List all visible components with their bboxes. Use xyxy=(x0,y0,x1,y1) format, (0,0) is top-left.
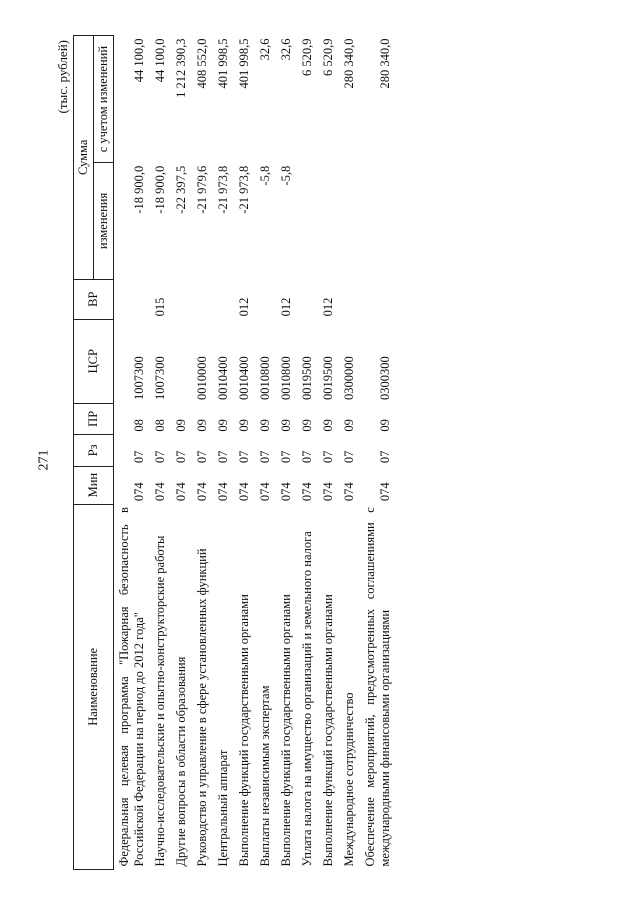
row-total: 408 552,0 xyxy=(195,38,209,89)
row-total: 401 998,5 xyxy=(237,38,251,89)
row-changes: -18 900,0 xyxy=(132,165,146,214)
row-changes: -21 973,8 xyxy=(237,165,251,214)
row-changes xyxy=(318,163,339,279)
row-total: 32,6 xyxy=(258,38,272,61)
row-csr: 0010800 xyxy=(258,356,272,401)
row-changes: -18 900,0 xyxy=(153,165,167,214)
row-csr: 0300000 xyxy=(342,356,356,401)
row-rz: 07 xyxy=(378,450,392,464)
row-min: 074 xyxy=(216,482,230,502)
table-row xyxy=(114,36,151,870)
row-vr xyxy=(114,279,151,319)
row-changes xyxy=(297,163,318,279)
row-csr: 0010400 xyxy=(216,356,230,401)
row-rz: 07 xyxy=(153,450,167,464)
table-row xyxy=(276,36,297,870)
row-rz: 07 xyxy=(279,450,293,464)
row-rz: 07 xyxy=(216,450,230,464)
row-min: 074 xyxy=(132,482,146,502)
header-min: Мин xyxy=(74,466,114,504)
row-min: 074 xyxy=(153,482,167,502)
row-changes: -22 397,5 xyxy=(174,165,188,214)
row-vr xyxy=(297,279,318,319)
row-min: 074 xyxy=(342,482,356,502)
row-name: Уплата налога на имущество организаций и земельного налога xyxy=(300,531,314,867)
header-changes: изменения xyxy=(94,163,114,279)
row-name: Выполнение функций государственными органами xyxy=(321,594,335,867)
row-total: 401 998,5 xyxy=(216,38,230,89)
row-vr: 012 xyxy=(279,297,293,317)
row-name: Выполнение функций государственными органами xyxy=(279,594,293,867)
row-name: Выплаты независимым экспертам xyxy=(258,685,272,867)
row-min: 074 xyxy=(195,482,209,502)
row-rz: 07 xyxy=(237,450,251,464)
row-rz: 07 xyxy=(174,450,188,464)
rotated-page xyxy=(55,30,575,870)
row-pr: 09 xyxy=(174,419,188,432)
table-row xyxy=(339,36,360,870)
table-row xyxy=(192,36,213,870)
row-rz: 07 xyxy=(132,450,146,464)
row-min: 074 xyxy=(258,482,272,502)
row-rz: 07 xyxy=(321,450,335,464)
table-header xyxy=(74,36,114,870)
row-total: 280 340,0 xyxy=(342,38,356,89)
row-changes: -5,8 xyxy=(258,165,272,186)
row-pr: 08 xyxy=(132,419,146,432)
row-csr xyxy=(171,319,192,403)
row-min: 074 xyxy=(378,482,392,502)
row-total: 6 520,9 xyxy=(300,38,314,76)
table-row xyxy=(234,36,255,870)
row-vr xyxy=(339,279,360,319)
row-vr xyxy=(171,279,192,319)
row-pr: 09 xyxy=(378,419,392,432)
row-name: Международное сотрудничество xyxy=(342,692,356,867)
row-name: Федеральная целевая программа "Пожарная безопасность в Российской Федерации на период до 2012 года" xyxy=(117,507,146,867)
row-csr: 1007300 xyxy=(132,356,146,401)
table-row xyxy=(213,36,234,870)
row-csr: 0010400 xyxy=(237,356,251,401)
row-changes: -5,8 xyxy=(279,165,293,186)
table-row xyxy=(318,36,339,870)
header-pr: ПР xyxy=(74,403,114,435)
table-row xyxy=(171,36,192,870)
row-min: 074 xyxy=(174,482,188,502)
row-name: Обеспечение мероприятий, предусмотренных соглашениями с международными финансовыми организациями xyxy=(363,507,392,867)
budget-table xyxy=(73,35,396,870)
row-name: Руководство и управление в сфере установленных функций xyxy=(195,548,209,867)
row-csr: 0010800 xyxy=(279,356,293,401)
row-pr: 09 xyxy=(321,419,335,432)
table-row xyxy=(360,36,396,870)
row-csr: 0300300 xyxy=(378,356,392,401)
row-csr: 0019500 xyxy=(300,356,314,401)
row-pr: 09 xyxy=(300,419,314,432)
row-total: 6 520,9 xyxy=(321,38,335,76)
row-vr xyxy=(213,279,234,319)
row-vr xyxy=(192,279,213,319)
row-min: 074 xyxy=(300,482,314,502)
table-row xyxy=(255,36,276,870)
row-changes: -21 973,8 xyxy=(216,165,230,214)
row-rz: 07 xyxy=(300,450,314,464)
page-number: 271 xyxy=(36,449,52,471)
row-pr: 09 xyxy=(258,419,272,432)
row-total: 1 212 390,3 xyxy=(174,38,188,98)
row-total: 44 100,0 xyxy=(153,38,167,83)
header-sum: Сумма xyxy=(74,36,94,280)
row-rz: 07 xyxy=(258,450,272,464)
header-csr: ЦСР xyxy=(74,319,114,403)
row-vr: 012 xyxy=(237,297,251,317)
row-min: 074 xyxy=(279,482,293,502)
table-row xyxy=(297,36,318,870)
row-total: 32,6 xyxy=(279,38,293,61)
row-vr xyxy=(360,279,396,319)
table-row xyxy=(150,36,171,870)
header-name: Наименование xyxy=(74,504,114,869)
row-pr: 09 xyxy=(195,419,209,432)
row-total: 280 340,0 xyxy=(378,38,392,89)
row-name: Другие вопросы в области образования xyxy=(174,656,188,867)
row-pr: 09 xyxy=(216,419,230,432)
row-pr: 09 xyxy=(279,419,293,432)
row-pr: 09 xyxy=(237,419,251,432)
table-body xyxy=(114,36,397,870)
row-rz: 07 xyxy=(342,450,356,464)
row-changes xyxy=(339,163,360,279)
row-total: 44 100,0 xyxy=(132,38,146,83)
row-vr: 015 xyxy=(153,297,167,317)
units-label: (тыс. рублей) xyxy=(55,40,70,114)
row-name: Выполнение функций государственными органами xyxy=(237,594,251,867)
row-rz: 07 xyxy=(195,450,209,464)
header-rz: Рз xyxy=(74,435,114,467)
row-vr xyxy=(255,279,276,319)
row-pr: 09 xyxy=(342,419,356,432)
row-name: Научно-исследовательские и опытно-конструкторские работы xyxy=(153,535,167,867)
row-csr: 0019500 xyxy=(321,356,335,401)
row-vr: 012 xyxy=(321,297,335,317)
row-min: 074 xyxy=(237,482,251,502)
row-csr: 0010000 xyxy=(195,356,209,401)
row-name: Центральный аппарат xyxy=(216,749,230,867)
header-with-changes: с учетом изменений xyxy=(94,36,114,163)
row-changes: -21 979,6 xyxy=(195,165,209,214)
header-vr: ВР xyxy=(74,279,114,319)
row-pr: 08 xyxy=(153,419,167,432)
row-min: 074 xyxy=(321,482,335,502)
row-changes xyxy=(360,163,396,279)
row-csr: 1007300 xyxy=(153,356,167,401)
